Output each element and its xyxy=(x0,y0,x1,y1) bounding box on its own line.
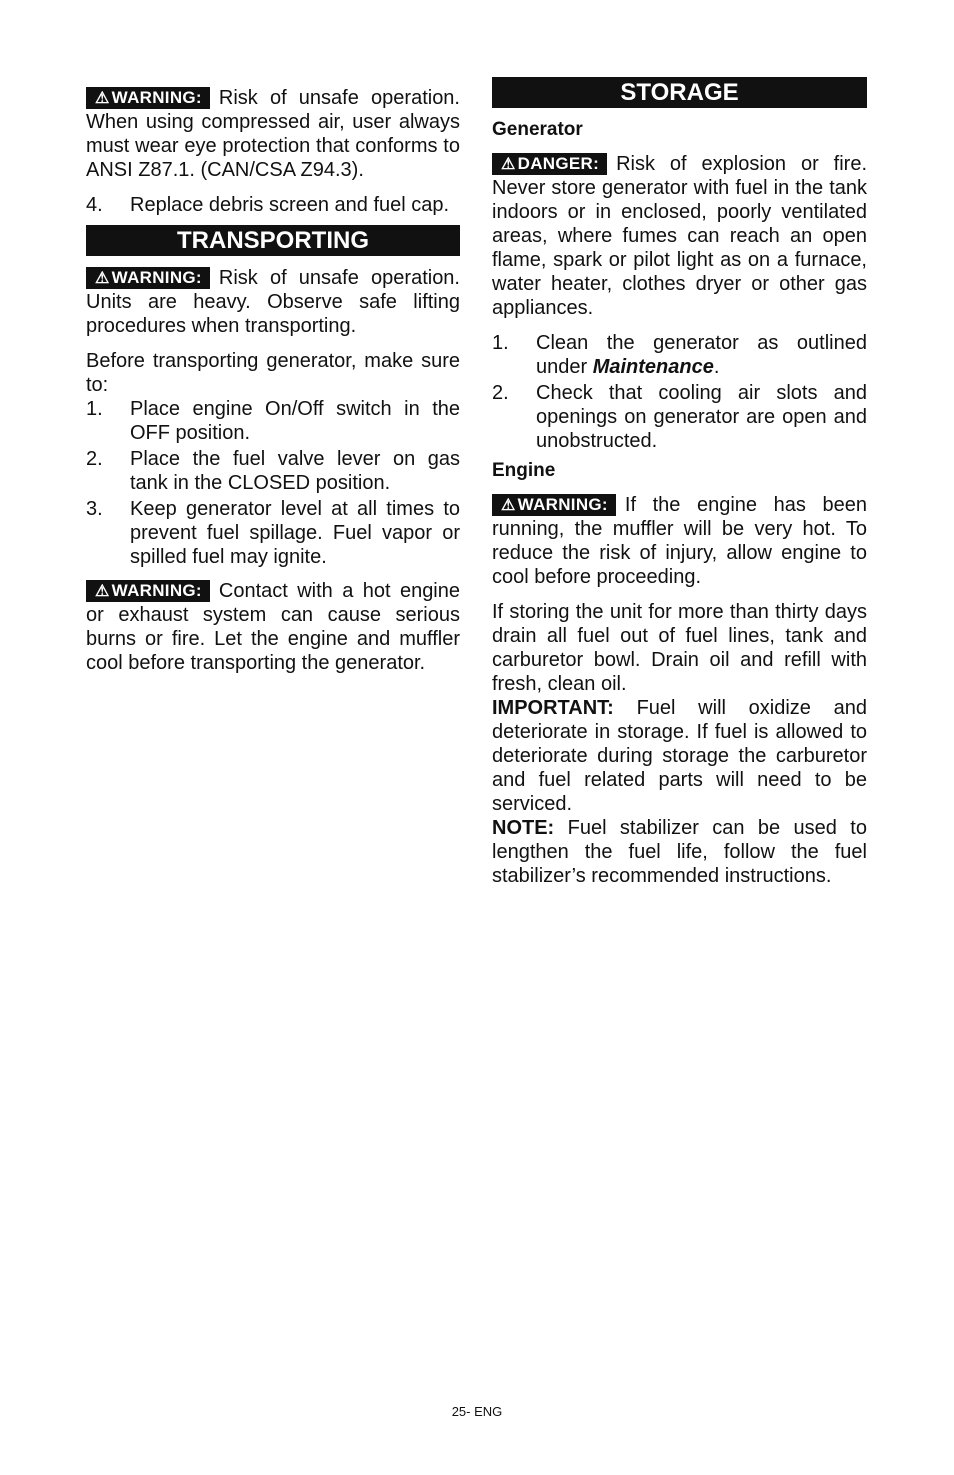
right-column xyxy=(492,77,867,888)
page-number: 25- ENG xyxy=(451,1404,503,1419)
storing-paragraph: If storing the unit for more than thirty days drain all fuel out of fuel lines, tank and carburetor bowl. Drain oil and refill with fresh, clean oil. xyxy=(492,601,867,695)
warning-text: Risk of unsafe operation. When using compressed air, user always must wear eye protection that conforms to ANSI Z87.1. (CAN/CSA Z94.3). xyxy=(86,87,460,181)
list-item: 2. Check that cooling air slots and openings on generator are open and unobstructed. xyxy=(492,382,867,452)
warning-badge: ⚠ WARNING: xyxy=(86,580,210,602)
warning-text: Contact with a hot engine or exhaust system can cause serious burns or fire. Let the engine and muffler cool before transporting the generator. xyxy=(86,580,460,674)
engine-heading: Engine xyxy=(492,460,556,481)
warning-heavy-units xyxy=(86,266,460,338)
list-item: 1. Clean the generator as outlined under Maintenance. xyxy=(492,332,867,378)
danger-text: Risk of explosion or fire. Never store generator with fuel in the tank indoors or in enclosed, poorly ventilated areas, where fumes can reach an open flame, spark or pilot light as on a furnace, water heater, clothes dryer or other gas appliances. xyxy=(492,153,867,319)
warning-triangle-icon: ⚠ xyxy=(501,156,516,173)
warning-triangle-icon: ⚠ xyxy=(95,90,110,107)
warning-hot-muffler xyxy=(492,493,867,589)
important-note: IMPORTANT: Fuel will oxidize and deteriorate in storage. If fuel is allowed to deteriorate during storage the carburetor and fuel related parts will need to be serviced. xyxy=(492,697,867,815)
list-item: 1. Place engine On/Off switch in the OFF position. xyxy=(86,398,460,444)
warning-hot-engine xyxy=(86,579,460,675)
transport-steps xyxy=(86,397,460,569)
transporting-section-title: TRANSPORTING xyxy=(86,225,460,256)
warning-badge: ⚠ WARNING: xyxy=(86,87,210,109)
warning-eye-protection xyxy=(86,86,460,182)
danger-explosion xyxy=(492,152,867,320)
warning-triangle-icon: ⚠ xyxy=(95,270,110,287)
generator-heading: Generator xyxy=(492,119,583,140)
warning-badge: ⚠ WARNING: xyxy=(492,494,616,516)
left-column xyxy=(86,86,460,686)
note-label: NOTE: xyxy=(492,817,555,839)
maintenance-reference: Maintenance xyxy=(592,356,714,378)
warning-triangle-icon: ⚠ xyxy=(95,583,110,600)
warning-badge: ⚠ WARNING: xyxy=(86,267,210,289)
list-item: 3. Keep generator level at all times to prevent fuel spillage. Fuel vapor or spilled fuel may ignite. xyxy=(86,498,460,568)
warning-triangle-icon: ⚠ xyxy=(501,497,516,514)
list-item: 2. Place the fuel valve lever on gas tank in the CLOSED position. xyxy=(86,448,460,494)
warning-text: Risk of unsafe operation. Units are heavy. Observe safe lifting procedures when transporting. xyxy=(86,267,460,337)
important-label: IMPORTANT: xyxy=(492,697,614,719)
stabilizer-note: NOTE: Fuel stabilizer can be used to lengthen the fuel life, follow the fuel stabilizer’s recommended instructions. xyxy=(492,817,867,887)
list-item: 4. Replace debris screen and fuel cap. xyxy=(86,194,450,216)
storage-section-title: STORAGE xyxy=(492,77,867,108)
storage-steps xyxy=(492,331,867,453)
warning-text: If the engine has been running, the muffler will be very hot. To reduce the risk of injury, allow engine to cool before proceeding. xyxy=(492,494,867,588)
cleaning-steps-continued xyxy=(86,193,460,217)
danger-badge: ⚠ DANGER: xyxy=(492,153,607,175)
transport-intro: Before transporting generator, make sure to: xyxy=(86,350,460,396)
